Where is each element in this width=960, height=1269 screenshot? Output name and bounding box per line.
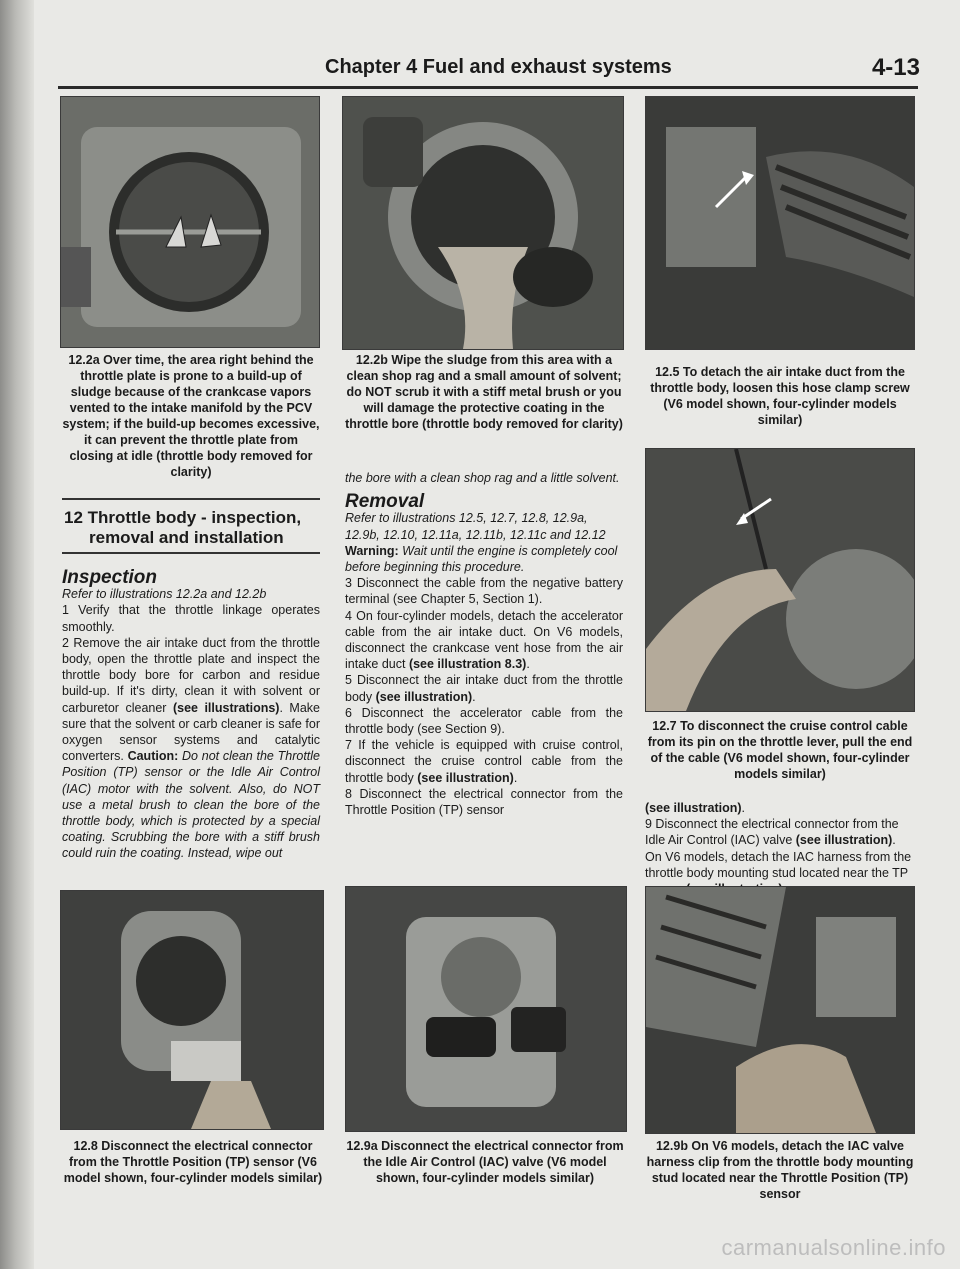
caption-12-2a: 12.2a Over time, the area right behind the throttle plate is prone to a build-up of sludge because of the crankcase vapors vented to the intake manifold by the PCV system; if the build-up becomes excessive, it can prevent the throttle plate from closing at idle (throttle body removed for clarity) <box>62 353 320 479</box>
column-3 <box>645 800 915 897</box>
section-title-line2: removal and installation <box>89 528 284 547</box>
para-3: 3 Disconnect the cable from the negative battery terminal (see Chapter 5, Section 1). <box>345 576 623 607</box>
caption-12-8: 12.8 Disconnect the electrical connector from the Throttle Position (TP) sensor (V6 model shown, four-cylinder models similar) <box>63 1139 323 1185</box>
section-title <box>64 508 324 548</box>
photo-12-2b <box>342 96 624 350</box>
removal-heading: Removal <box>345 491 425 513</box>
caution-label: Caution: <box>127 749 179 764</box>
para-8: 8 Disconnect the electrical connector from the Throttle Position (TP) sensor <box>345 786 623 818</box>
caution-text: Do not clean the Throttle Position (TP) sensor or the Idle Air Control (IAC) motor with the solvent. Also, do NOT use a metal brush to clean the bore of the throttle body, which is protected by a special coating. Scrubbing the bore with a stiff brush could ruin the coating. Instead, wipe out <box>62 749 320 861</box>
photo-12-5 <box>645 96 915 350</box>
para-1: 1 Verify that the throttle linkage operates smoothly. <box>62 603 320 634</box>
warning: Warning: Wait until the engine is completely cool before beginning this procedure. <box>345 543 618 575</box>
col3-continuation: (see illustration). <box>645 801 746 815</box>
photo-12-8 <box>60 890 324 1130</box>
caption-12-7: 12.7 To disconnect the cruise control cable from its pin on the throttle lever, pull the end of the cable (V6 model shown, four-cylinder models similar) <box>647 719 913 781</box>
caption-12-9a: 12.9a Disconnect the electrical connector from the Idle Air Control (IAC) valve (V6 model shown, four-cylinder models similar) <box>346 1139 624 1185</box>
header-rule <box>58 86 918 89</box>
section-rule-top <box>62 498 320 500</box>
section-rule-bottom <box>62 552 320 554</box>
page-number: 4-13 <box>871 54 920 81</box>
caption-12-2b: 12.2b Wipe the sludge from this area with a clean shop rag and a small amount of solvent; do NOT scrub it with a stiff metal brush or you will damage the protective coating in the throttle bore (throttle body removed for clarity) <box>345 353 623 431</box>
para-7: 7 If the vehicle is equipped with cruise control, disconnect the cruise control cable from the throttle body (see illustration). <box>345 738 623 785</box>
chapter-title: Chapter 4 Fuel and exhaust systems <box>325 56 672 78</box>
para-9: 9 Disconnect the electrical connector from the Idle Air Control (IAC) valve (see illustration). On V6 models, detach the IAC harness from the throttle body mounting stud located near the TP <box>645 817 912 880</box>
para-6: 6 Disconnect the accelerator cable from the throttle body (see Section 9). <box>345 705 623 737</box>
photo-12-9b <box>645 886 915 1134</box>
column-2 <box>345 470 623 818</box>
photo-12-2a <box>60 96 320 348</box>
inspection-heading: Inspection <box>62 567 158 588</box>
caption-12-5: 12.5 To detach the air intake duct from the throttle body, loosen this hose clamp screw (V6 model shown, four-cylinder models similar) <box>650 365 910 427</box>
col2-continuation: the bore with a clean shop rag and a little solvent. <box>345 471 620 485</box>
para-2: 2 Remove the air intake duct from the throttle body, open the throttle plate and inspect the throttle body bore for carbon and residue build-up. If it's dirty, clean it with solvent or carburetor cleaner (see illustrations). Make sure that the solvent or carb cleaner is safe for oxygen sensor systems and catalytic converters. Caution: Do not clean the Throttle Position (TP) sensor or the Idle Air Control (IAC) motor with the solvent. Also, do NOT use a metal brush to clean the bore of the throttle body, which is protected by a special coating. Scrubbing the bore with a stiff brush could ruin the coating. Instead, wipe out <box>62 635 320 861</box>
photo-12-9a <box>345 886 627 1132</box>
section-title-line1: 12 Throttle body - inspection, <box>64 508 302 527</box>
watermark: carmanualsonline.info <box>721 1235 946 1260</box>
caption-12-9b: 12.9b On V6 models, detach the IAC valve harness clip from the throttle body mounting stud located near the Throttle Position (TP) sensor <box>646 1139 914 1201</box>
column-1 <box>62 567 320 862</box>
removal-refer: Refer to illustrations 12.5, 12.7, 12.8, 12.9a, 12.9b, 12.10, 12.11a, 12.11b, 12.11c and 12.12 <box>345 511 606 542</box>
para-4: 4 On four-cylinder models, detach the accelerator cable from the air intake duct. On V6 models, disconnect the crankcase vent hose from the air intake duct (see illustration 8.3). <box>345 608 623 672</box>
inspection-refer: Refer to illustrations 12.2a and 12.2b <box>62 587 267 602</box>
para-5: 5 Disconnect the air intake duct from the throttle body (see illustration). <box>345 673 623 704</box>
page-header <box>60 56 930 86</box>
page-edge-shadow <box>0 0 34 1269</box>
photo-12-7 <box>645 448 915 712</box>
warning-label: Warning: <box>345 543 399 558</box>
